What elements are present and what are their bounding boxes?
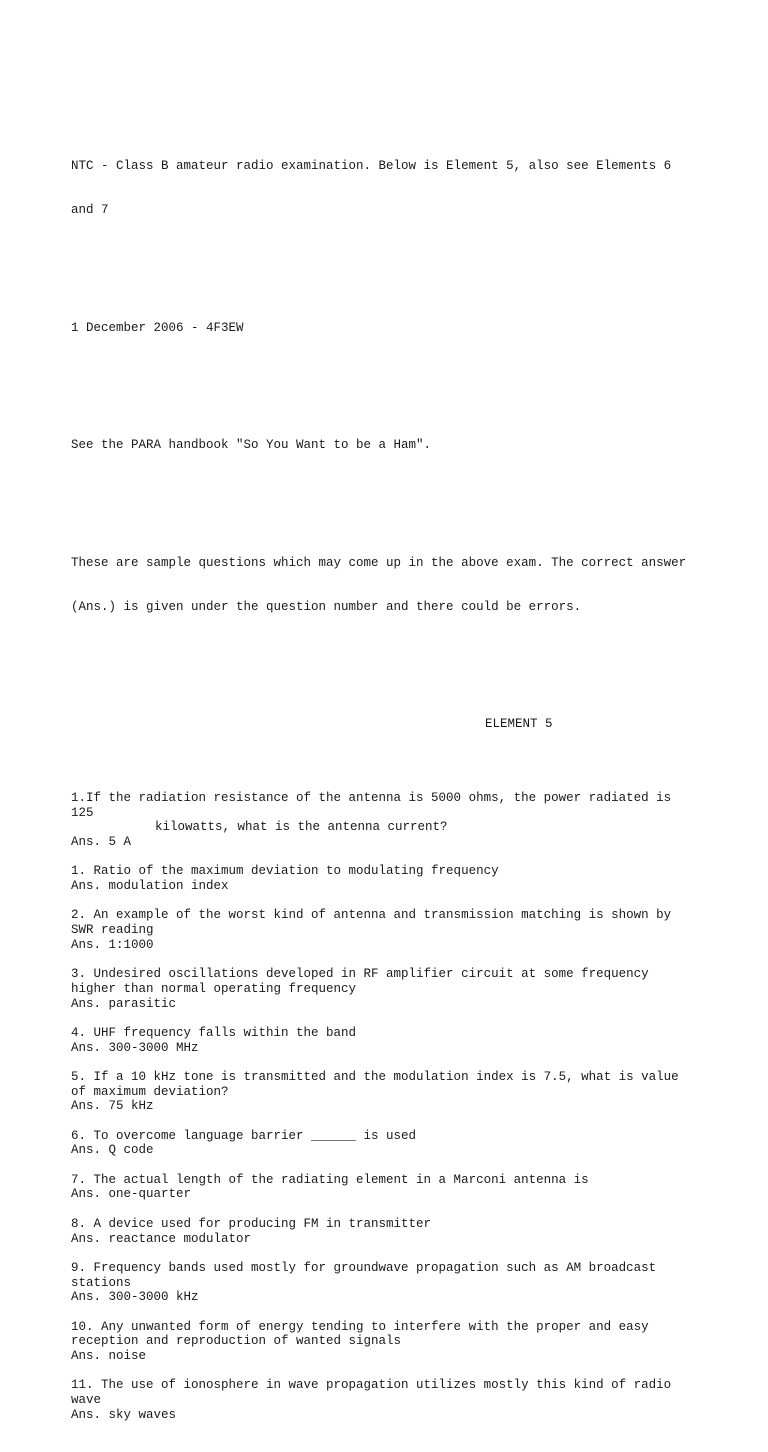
question-item (71, 908, 711, 952)
question-text-line: 8. A device used for producing FM in transmitter (71, 1216, 432, 1231)
question-text-line: of maximum deviation? (71, 1084, 229, 1099)
answer-line: Ans. Q code (71, 1143, 154, 1158)
intro-line: and 7 (71, 202, 109, 217)
question-text-line: wave (71, 1393, 102, 1408)
element-heading: ELEMENT 5 (485, 717, 553, 732)
question-item (71, 1129, 711, 1158)
answer-line: Ans. 75 kHz (71, 1099, 154, 1114)
intro-paragraph (71, 129, 711, 247)
document-page (71, 100, 711, 1452)
answer-line: Ans. one-quarter (71, 1187, 192, 1202)
question-text-line: 1.If the radiation resistance of the antenna is 5000 ohms, the power radiated is (71, 790, 672, 805)
question-item (71, 1261, 711, 1305)
answer-line: Ans. noise (71, 1349, 147, 1363)
intro-line: NTC - Class B amateur radio examination. Below is Element 5, also see Elements 6 (71, 158, 672, 173)
handbook-paragraph (71, 409, 711, 483)
question-text-line: kilowatts, what is the antenna current? (155, 820, 448, 835)
question-item (71, 864, 711, 893)
question-text-line: 2. An example of the worst kind of antenna and transmission matching is shown by (71, 908, 672, 923)
question-text-line: 5. If a 10 kHz tone is transmitted and the modulation index is 7.5, what is value (71, 1069, 679, 1084)
answer-line: Ans. 5 A (71, 834, 132, 849)
question-item (71, 791, 711, 850)
question-item (71, 1217, 711, 1246)
question-text-line: 10. Any unwanted form of energy tending to interfere with the proper and easy (71, 1319, 649, 1334)
question-list (71, 791, 711, 1423)
question-text-line: 6. To overcome language barrier ______ is used (71, 1128, 417, 1143)
question-item (71, 967, 711, 1011)
answer-line: Ans. 300-3000 kHz (71, 1290, 199, 1305)
handbook-line: See the PARA handbook "So You Want to be a Ham". (71, 438, 432, 453)
answer-line: Ans. 1:1000 (71, 937, 154, 952)
question-text-line: 3. Undesired oscillations developed in RF amplifier circuit at some frequency (71, 967, 649, 982)
answer-line: Ans. reactance modulator (71, 1231, 252, 1246)
question-text-line: stations (71, 1275, 132, 1290)
answer-line: Ans. sky waves (71, 1407, 177, 1422)
question-text-line: 1. Ratio of the maximum deviation to modulating frequency (71, 864, 499, 879)
date-line: 1 December 2006 - 4F3EW (71, 320, 244, 335)
question-item (71, 1070, 711, 1114)
question-text-line: SWR reading (71, 923, 154, 938)
answer-line: Ans. 300-3000 MHz (71, 1040, 199, 1055)
question-item (71, 1378, 711, 1422)
question-text-line: higher than normal operating frequency (71, 981, 357, 996)
question-text-line: 9. Frequency bands used mostly for groundwave propagation such as AM broadcast (71, 1260, 657, 1275)
answer-line: Ans. parasitic (71, 996, 177, 1011)
date-paragraph (71, 291, 711, 365)
question-item (71, 1320, 711, 1364)
sample-note-paragraph (71, 526, 711, 644)
question-item (71, 1026, 711, 1055)
sample-note-line: These are sample questions which may come up in the above exam. The correct answer (71, 555, 687, 570)
question-text-line: reception and reproduction of wanted signals (71, 1334, 402, 1349)
question-text-line: 7. The actual length of the radiating element in a Marconi antenna is (71, 1172, 589, 1187)
answer-line: Ans. modulation index (71, 879, 229, 893)
question-text-line: 11. The use of ionosphere in wave propagation utilizes mostly this kind of radio (71, 1378, 672, 1393)
question-item (71, 1173, 711, 1202)
question-text-line: 125 (71, 805, 94, 820)
sample-note-line: (Ans.) is given under the question number and there could be errors. (71, 599, 582, 614)
question-text-line: 4. UHF frequency falls within the band (71, 1025, 357, 1040)
